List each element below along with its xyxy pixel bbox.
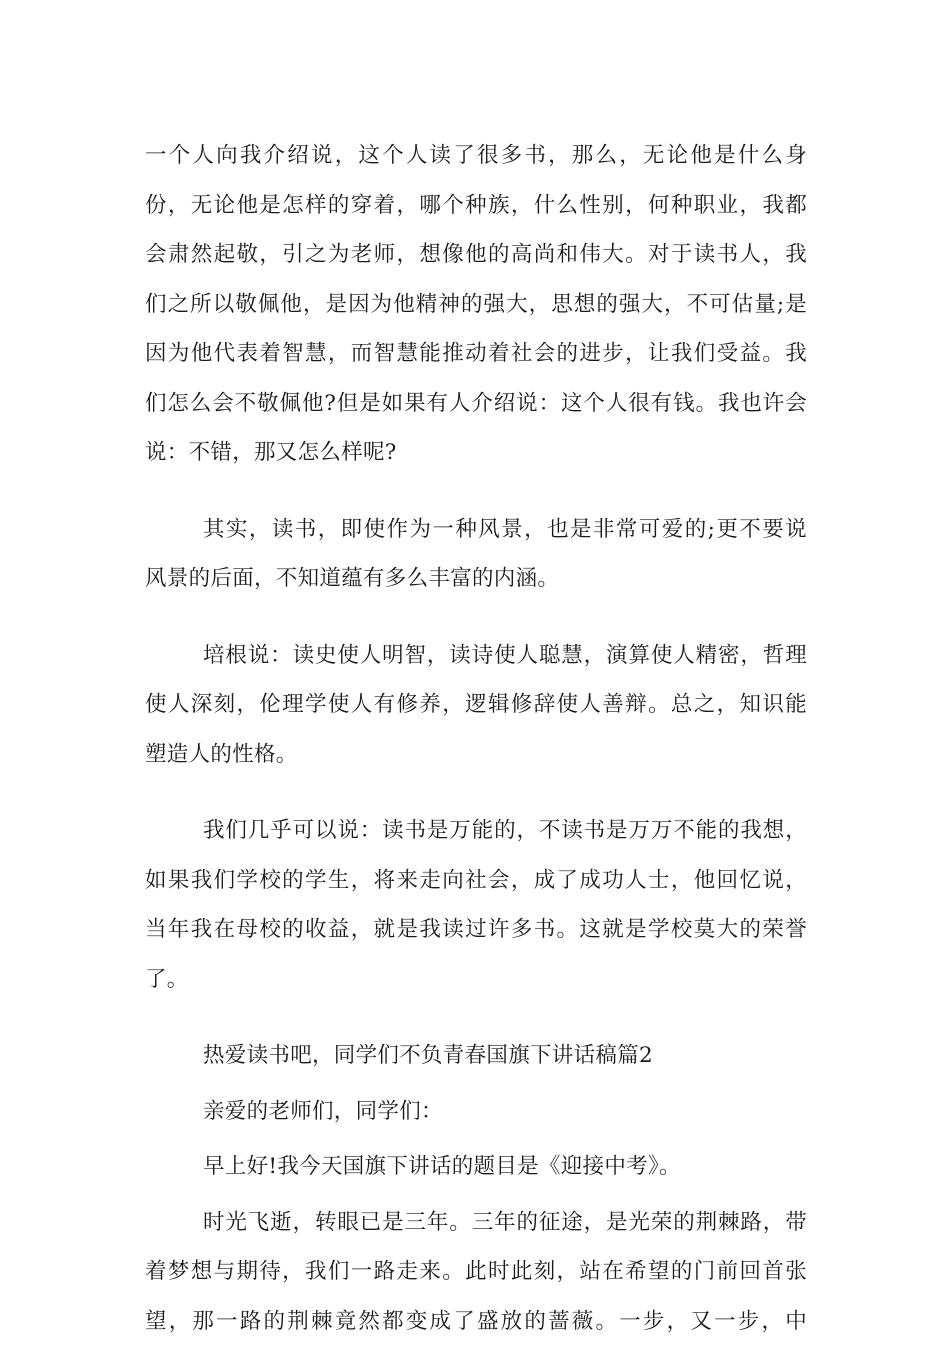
paragraph [145, 631, 807, 780]
text-line: 份，无论他是怎样的穿着，哪个种族，什么性别，何种职业，我都 [145, 181, 807, 231]
text-line: 培根说：读史使人明智，读诗使人聪慧，演算使人精密，哲理 [145, 631, 807, 681]
text-line: 早上好!我今天国旗下讲话的题目是《迎接中考》。 [145, 1142, 807, 1192]
greeting [145, 1087, 807, 1137]
text-line: 亲爱的老师们，同学们： [145, 1087, 807, 1137]
text-line: 风景的后面，不知道蕴有多么丰富的内涵。 [145, 554, 807, 604]
text-line: 当年我在母校的收益，就是我读过许多书。这就是学校莫大的荣誉 [145, 905, 807, 955]
text-line: 望，那一路的荆棘竟然都变成了盛放的蔷薇。一步，又一步，中 [145, 1297, 807, 1346]
paragraph [145, 131, 807, 478]
text-line: 塑造人的性格。 [145, 730, 807, 780]
text-line: 会肃然起敬，引之为老师，想像他的高尚和伟大。对于读书人，我 [145, 230, 807, 280]
text-line: 着梦想与期待，我们一路走来。此时此刻，站在希望的门前回首张 [145, 1247, 807, 1297]
paragraph [145, 806, 807, 1004]
paragraph [145, 1198, 807, 1346]
text-line: 一个人向我介绍说，这个人读了很多书，那么，无论他是什么身 [145, 131, 807, 181]
text-line: 因为他代表着智慧，而智慧能推动着社会的进步，让我们受益。我 [145, 329, 807, 379]
paragraph [145, 505, 807, 604]
text-line: 热爱读书吧，同学们不负青春国旗下讲话稿篇2 [145, 1031, 807, 1081]
document-page [145, 131, 807, 1346]
text-line: 使人深刻，伦理学使人有修养，逻辑修辞使人善辩。总之，知识能 [145, 680, 807, 730]
section-heading [145, 1031, 807, 1081]
text-line: 其实，读书，即使作为一种风景，也是非常可爱的;更不要说 [145, 505, 807, 555]
text-line: 了。 [145, 955, 807, 1005]
text-line: 们怎么会不敬佩他?但是如果有人介绍说：这个人很有钱。我也许会 [145, 379, 807, 429]
text-line: 我们几乎可以说：读书是万能的，不读书是万万不能的我想， [145, 806, 807, 856]
text-line: 如果我们学校的学生，将来走向社会，成了成功人士，他回忆说， [145, 856, 807, 906]
paragraph [145, 1142, 807, 1192]
text-line: 时光飞逝，转眼已是三年。三年的征途，是光荣的荆棘路，带 [145, 1198, 807, 1248]
text-line: 们之所以敬佩他，是因为他精神的强大，思想的强大，不可估量;是 [145, 280, 807, 330]
text-line: 说：不错，那又怎么样呢? [145, 428, 807, 478]
